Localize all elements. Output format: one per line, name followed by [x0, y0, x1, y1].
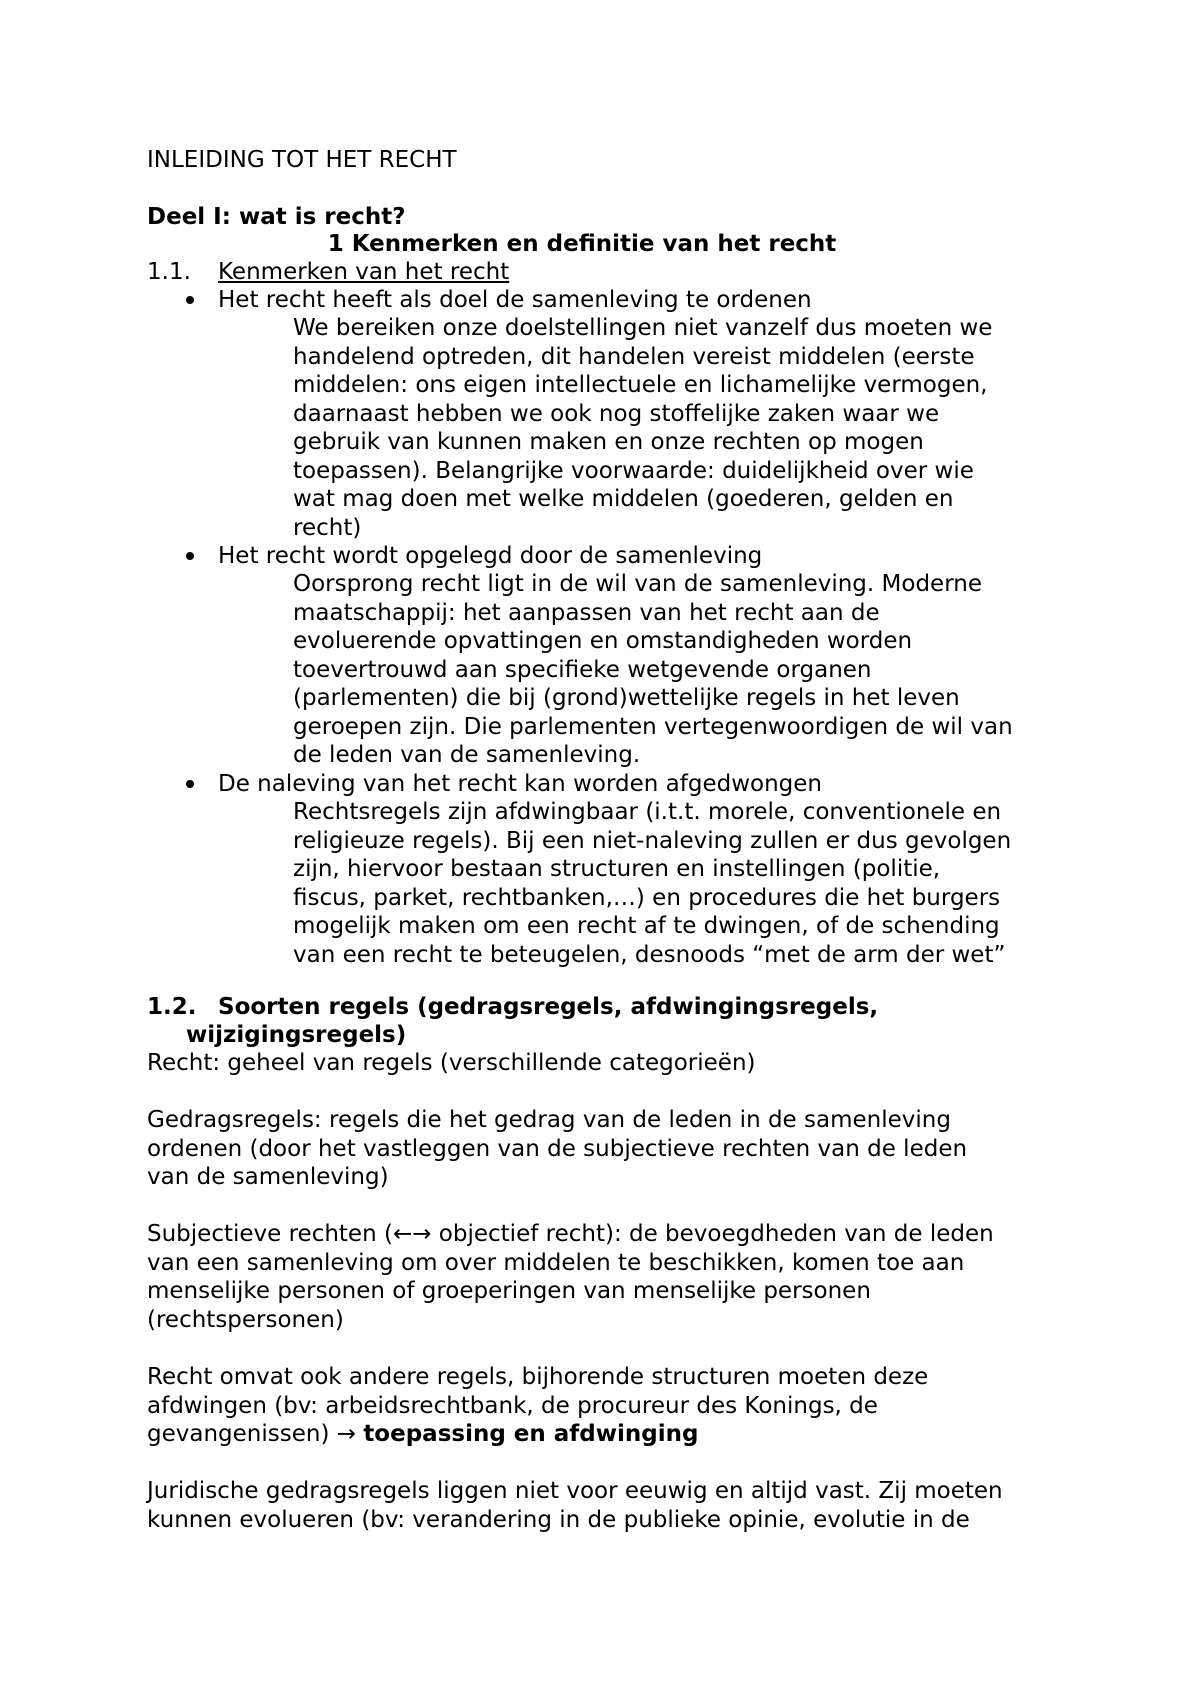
bullet-label: De naleving van het recht kan worden afgedwongen	[218, 771, 822, 797]
body-line: Rechtsregels zijn afdwingbaar (i.t.t. morele, conventionele en	[293, 799, 1002, 825]
bullet-body	[293, 314, 1073, 542]
part-heading: Deel I: wat is recht?	[147, 204, 406, 230]
body-line: geroepen zijn. Die parlementen vertegenwoordigen de wil van	[293, 713, 1013, 740]
paragraph	[147, 1363, 1067, 1449]
paragraph-line: Recht: geheel van regels (verschillende categorieën)	[147, 1050, 756, 1076]
paragraph	[147, 1220, 1067, 1334]
paragraph-line-prefix: gevangenissen) →	[147, 1421, 364, 1447]
body-line: de leden van de samenleving.	[293, 742, 641, 768]
paragraph	[147, 1106, 1067, 1192]
body-line: gebruik van kunnen maken en onze rechten op mogen	[293, 429, 924, 455]
bullet-label: Het recht wordt opgelegd door de samenleving	[218, 543, 763, 569]
paragraph-line: Subjectieve rechten (←→ objectief recht): de bevoegdheden van de leden	[147, 1221, 994, 1247]
paragraph	[147, 1049, 1067, 1078]
body-line: zijn, hiervoor bestaan structuren en instellingen (politie,	[293, 856, 941, 882]
body-line: Oorsprong recht ligt in de wil van de samenleving. Moderne	[293, 571, 982, 597]
paragraph-line: afdwingen (bv: arbeidsrechtbank, de procureur des Konings, de	[147, 1392, 878, 1419]
bullet-body	[293, 570, 1073, 770]
body-line: handelend optreden, dit handelen vereist middelen (eerste	[293, 343, 975, 370]
section-title-continued: wijzigingsregels)	[186, 1022, 407, 1048]
chapter-heading: 1 Kenmerken en definitie van het recht	[327, 231, 837, 257]
paragraph-line: van een samenleving om over middelen te beschikken, komen toe aan	[147, 1249, 965, 1276]
paragraph-line: van de samenleving)	[147, 1164, 389, 1190]
body-line: middelen: ons eigen intellectuele en lichamelijke vermogen,	[293, 372, 988, 398]
bullet-icon	[186, 552, 194, 560]
paragraph-line: menselijke personen of groeperingen van menselijke personen	[147, 1278, 871, 1304]
paragraph-line: Juridische gedragsregels liggen niet voor eeuwig en altijd vast. Zij moeten	[147, 1478, 1003, 1504]
body-line: maatschappij: het aanpassen van het recht aan de	[293, 599, 880, 626]
body-line: religieuze regels). Bij een niet-naleving zullen er dus gevolgen	[293, 827, 1012, 854]
emphasis-text: toepassing en afdwinging	[363, 1421, 699, 1447]
body-line: We bereiken onze doelstellingen niet vanzelf dus moeten we	[293, 315, 993, 341]
body-line: mogelijk maken om een recht af te dwingen, of de schending	[293, 913, 1000, 939]
section-number: 1.1.	[147, 259, 191, 285]
body-line: wat mag doen met welke middelen (goederen, gelden en	[293, 486, 954, 512]
document-title: INLEIDING TOT HET RECHT	[147, 147, 457, 173]
paragraph-line: (rechtspersonen)	[147, 1306, 344, 1333]
bullet-icon	[186, 296, 194, 304]
bullet-icon	[186, 780, 194, 788]
body-line: daarnaast hebben we ook nog stoffelijke zaken waar we	[293, 400, 940, 427]
body-line: recht)	[293, 514, 362, 541]
body-line: fiscus, parket, rechtbanken,…) en procedures die het burgers	[293, 884, 1001, 911]
paragraph-line	[147, 1420, 1067, 1449]
section-number: 1.2.	[147, 994, 197, 1020]
body-line: toepassen). Belangrijke voorwaarde: duidelijkheid over wie	[293, 457, 974, 484]
bullet-label: Het recht heeft als doel de samenleving te ordenen	[218, 287, 812, 313]
paragraph-line: Gedragsregels: regels die het gedrag van de leden in de samenleving	[147, 1107, 951, 1133]
section-title: Soorten regels (gedragsregels, afdwingingsregels,	[218, 994, 879, 1020]
bullet-body	[293, 798, 1073, 969]
paragraph-line: Recht omvat ook andere regels, bijhorende structuren moeten deze	[147, 1364, 929, 1390]
body-line: van een recht te beteugelen, desnoods “met de arm der wet”	[293, 941, 1006, 968]
body-line: (parlementen) die bij (grond)wettelijke regels in het leven	[293, 685, 960, 711]
body-line: evoluerende opvattingen en omstandigheden worden	[293, 628, 913, 654]
paragraph-line: ordenen (door het vastleggen van de subjectieve rechten van de leden	[147, 1135, 968, 1162]
paragraph	[147, 1477, 1067, 1534]
body-line: toevertrouwd aan specifieke wetgevende organen	[293, 656, 872, 683]
paragraph-line: kunnen evolueren (bv: verandering in de publieke opinie, evolutie in de	[147, 1506, 970, 1533]
section-title: Kenmerken van het recht	[218, 259, 510, 285]
